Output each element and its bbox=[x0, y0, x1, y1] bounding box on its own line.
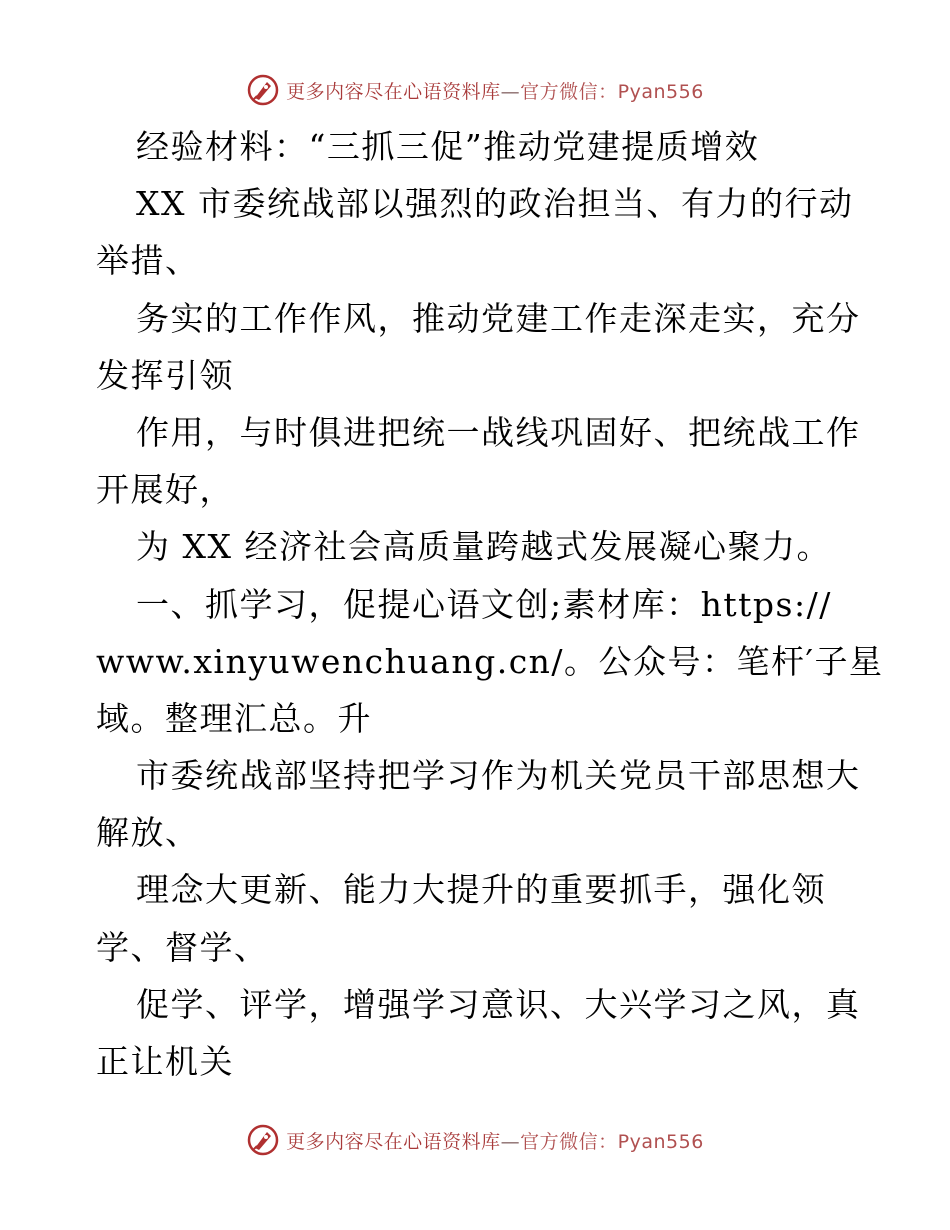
paragraph-line: 理念大更新、能力大提升的重要抓手，强化领 bbox=[136, 870, 826, 910]
pen-nib-circle-icon bbox=[246, 1123, 280, 1157]
paragraph-line: 域。整理汇总。升 bbox=[96, 698, 372, 738]
paragraph-line: 务实的工作作风，推动党建工作走深走实，充分 bbox=[136, 298, 861, 338]
banner-wechat-text: 官方微信：Pyan556 bbox=[520, 80, 704, 103]
pen-nib-circle-icon bbox=[246, 73, 280, 107]
paragraph-line: 学、督学、 bbox=[96, 927, 269, 967]
document-body bbox=[96, 118, 884, 1090]
paragraph-line: www.xinyuwenchuang.cn/。公众号：笔杆′子星 bbox=[96, 641, 884, 681]
paragraph-line: 开展好， bbox=[96, 470, 234, 510]
banner-separator: — bbox=[500, 80, 521, 103]
paragraph-line: 正让机关 bbox=[96, 1042, 234, 1081]
banner-site-text: 更多内容尽在心语资料库 bbox=[286, 1130, 501, 1153]
section-heading: 一、抓学习，促提心语文创;素材库：https:// bbox=[136, 584, 832, 624]
header-banner bbox=[0, 68, 950, 112]
banner-text bbox=[286, 1127, 704, 1154]
paragraph-line: 举措、 bbox=[96, 241, 200, 281]
paragraph-line: 市委统战部坚持把学习作为机关党员干部思想大 bbox=[136, 756, 861, 796]
paragraph-line: 发挥引领 bbox=[96, 355, 234, 395]
footer-banner bbox=[0, 1118, 950, 1162]
banner-site-text: 更多内容尽在心语资料库 bbox=[286, 80, 501, 103]
banner-wechat-text: 官方微信：Pyan556 bbox=[520, 1130, 704, 1153]
banner-separator: — bbox=[500, 1130, 521, 1153]
paragraph-line: XX 市委统战部以强烈的政治担当、有力的行动 bbox=[136, 184, 854, 224]
paragraph-line: 解放、 bbox=[96, 813, 200, 853]
paragraph-line: 作用，与时俱进把统一战线巩固好、把统战工作 bbox=[136, 412, 861, 452]
document-title: 经验材料：“三抓三促”推动党建提质增效 bbox=[136, 127, 760, 166]
paragraph-line: 促学、评学，增强学习意识、大兴学习之风，真 bbox=[136, 984, 861, 1024]
banner-text bbox=[286, 77, 704, 104]
paragraph-line: 为 XX 经济社会高质量跨越式发展凝心聚力。 bbox=[136, 527, 831, 567]
